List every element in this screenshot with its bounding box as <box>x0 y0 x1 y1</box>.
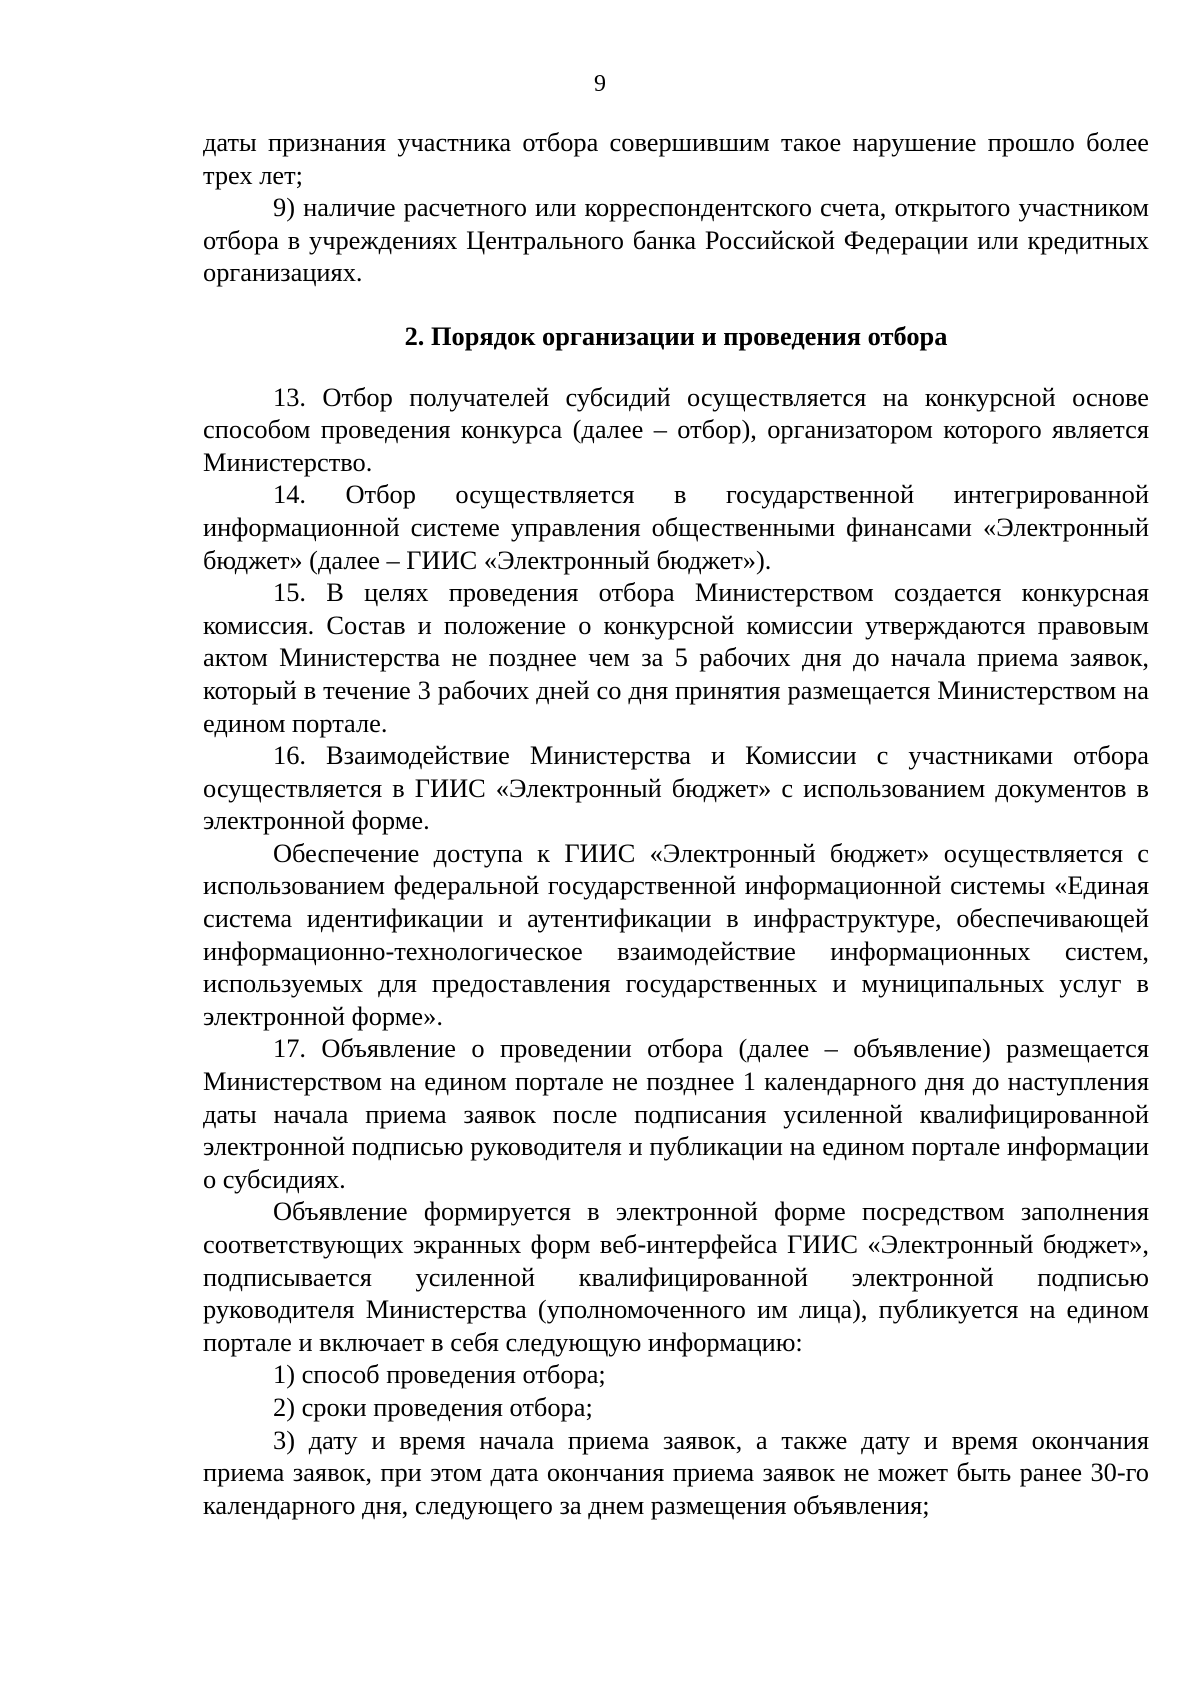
list-item-2: 2) сроки проведения отбора; <box>273 1391 593 1422</box>
list-item-3: 3) дату и время начала приема заявок, а также дату и время окончания приема заявок, при этом дата окончания приема заявок не может быть ранее 30-го календарного дня, следующего за днем размещения объявления; <box>203 1424 1149 1520</box>
section-heading: 2. Порядок организации и проведения отбора <box>404 320 948 351</box>
paragraph-17-announcement: Объявление формируется в электронной форме посредством заполнения соответствующих экранных форм веб-интерфейса ГИИС «Электронный бюджет», подписывается усиленной квалифицированной электронной подписью руководителя Министерства (уполномоченного им лица), публикуется на едином портале и включает в себя следующую информацию: <box>203 1196 1149 1357</box>
list-item-1: 1) способ проведения отбора; <box>273 1359 606 1390</box>
page-number: 9 <box>594 71 606 97</box>
paragraph-item-9: 9) наличие расчетного или корреспондентского счета, открытого участником отбора в учреждениях Центрального банка Российской Федерации или кредитных организациях. <box>203 192 1149 288</box>
paragraph-14: 14. Отбор осуществляется в государственной интегрированной информационной системе управления общественными финансами «Электронный бюджет» (далее – ГИИС «Электронный бюджет»). <box>203 479 1149 575</box>
paragraph-17: 17. Объявление о проведении отбора (далее – объявление) размещается Министерством на едином портале не позднее 1 календарного дня до наступления даты начала приема заявок после подписания усиленной квалифицированной электронной подписью руководителя и публикации на едином портале информации о субсидиях. <box>203 1033 1149 1194</box>
paragraph-13: 13. Отбор получателей субсидий осуществляется на конкурсной основе способом проведения конкурса (далее – отбор), организатором которого является Министерство. <box>203 381 1149 477</box>
document-body <box>203 126 1149 1521</box>
paragraph-continuation: даты признания участника отбора совершившим такое нарушение прошло более трех лет; <box>203 127 1149 190</box>
paragraph-15: 15. В целях проведения отбора Министерством создается конкурсная комиссия. Состав и положение о конкурсной комиссии утверждаются правовым актом Министерства не позднее чем за 5 рабочих дня до начала приема заявок, который в течение 3 рабочих дней со дня принятия размещается Министерством на едином портале. <box>203 577 1149 738</box>
paragraph-16-access: Обеспечение доступа к ГИИС «Электронный бюджет» осуществляется с использованием федеральной государственной информационной системы «Единая система идентификации и аутентификации в инфраструктуре, обеспечивающей информационно-технологическое взаимодействие информационных систем, используемых для предоставления государственных и муниципальных услуг в электронной форме». <box>203 837 1149 1031</box>
paragraph-16: 16. Взаимодействие Министерства и Комиссии с участниками отбора осуществляется в ГИИС «Электронный бюджет» с использованием документов в электронной форме. <box>203 740 1149 836</box>
